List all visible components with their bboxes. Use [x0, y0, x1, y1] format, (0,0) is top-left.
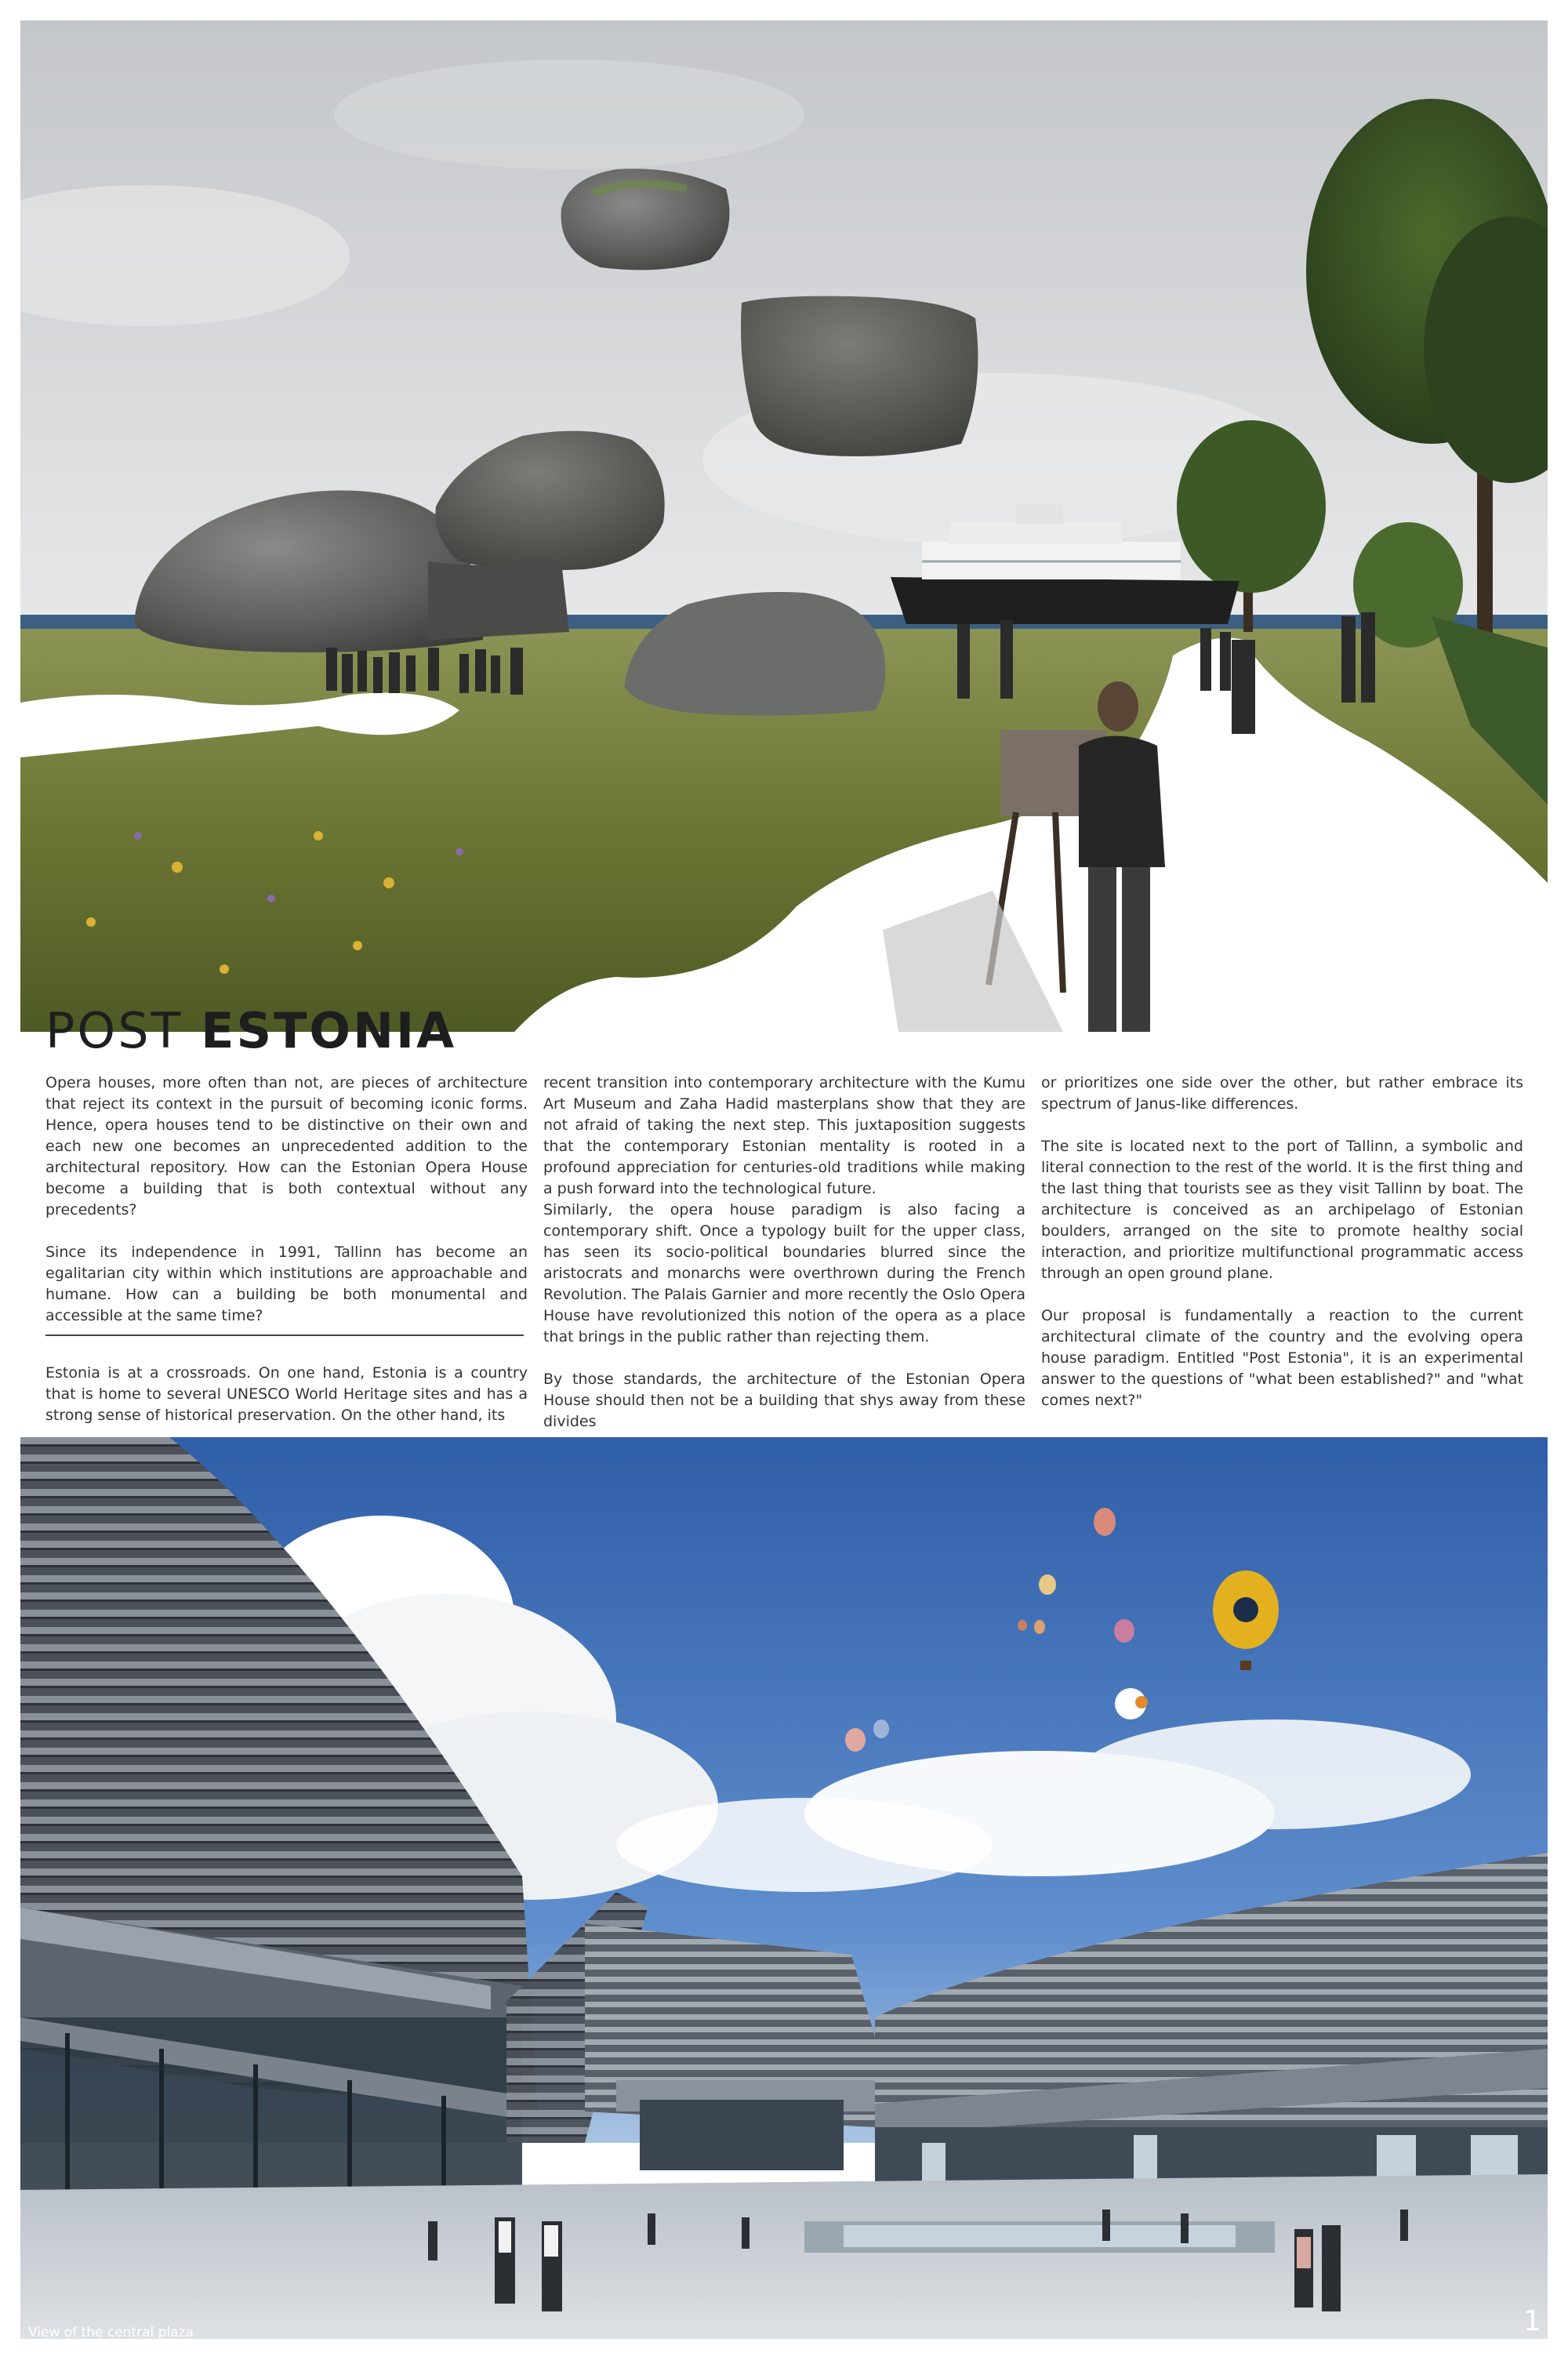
- poster-title: [45, 1002, 457, 1059]
- text-column-2: [543, 1073, 1025, 1432]
- paragraph: or prioritizes one side over the other, but rather embrace its spectrum of Janus-like differences.: [1041, 1074, 1523, 1113]
- render-caption: View of the central plaza: [28, 2325, 194, 2340]
- paragraph: Since its independence in 1991, Tallinn has become an egalitarian city within which institutions are approachable and humane. How can a building be both monumental and accessible at the same time?: [45, 1244, 528, 1324]
- paragraph: recent transition into contemporary architecture with the Kumu Art Museum and Zaha Hadid masterplans show that they are not afraid of taking the next step. This juxtaposition suggests that the contemporary Estonian mentality is rooted in a profound appreciation for centuries-old traditions while making a push forward into the technological future.: [543, 1074, 1025, 1197]
- paragraph: Our proposal is fundamentally a reaction to the current architectural climate of the country and the evolving opera house paradigm. Entitled "Post Estonia", it is an experimental answer to the questions of "what been established?" and "what comes next?": [1041, 1307, 1523, 1409]
- divider-line: [45, 1334, 524, 1336]
- text-column-1: [45, 1073, 528, 1426]
- render-illustration: [20, 1437, 1548, 2339]
- paragraph: Estonia is at a crossroads. On one hand, Estonia is a country that is home to several UNESCO World Heritage sites and has a strong sense of historical preservation. On the other hand, its: [45, 1364, 528, 1424]
- plaza-render-image: [20, 1437, 1548, 2339]
- page-number: 1: [1523, 2305, 1541, 2337]
- landscape-collage-image: [20, 20, 1548, 1032]
- title-bold-part: ESTONIA: [201, 1002, 457, 1059]
- paragraph: The site is located next to the port of Tallinn, a symbolic and literal connection to the rest of the world. It is the first thing and the last thing that tourists see as they visit Tallinn by boat. The architecture is conceived as an archipelago of Estonian boulders, arranged on the site to promote healthy social interaction, and prioritize multifunctional programmatic access through an open ground plane.: [1041, 1138, 1523, 1282]
- collage-illustration: [20, 20, 1548, 1032]
- paragraph: Opera houses, more often than not, are pieces of architecture that reject its context in the pursuit of becoming iconic forms. Hence, opera houses tend to be distinctive on their own and each new one becomes an unprecedented addition to the architectural repository. How can the Estonian Opera House become a building that is both contextual without any precedents?: [45, 1074, 528, 1218]
- title-light-part: POST: [45, 1002, 201, 1059]
- paragraph: By those standards, the architecture of the Estonian Opera House should then not be a building that shys away from these divides: [543, 1371, 1025, 1430]
- paragraph: Similarly, the opera house paradigm is also facing a contemporary shift. Once a typology built for the upper class, has seen its socio-political boundaries blurred since the aristocrats and monarchs were overthrown during the French Revolution. The Palais Garnier and more recently the Oslo Opera House have revolutionized this notion of the opera as a place that brings in the public rather than rejecting them.: [543, 1201, 1025, 1345]
- text-column-3: [1041, 1073, 1523, 1411]
